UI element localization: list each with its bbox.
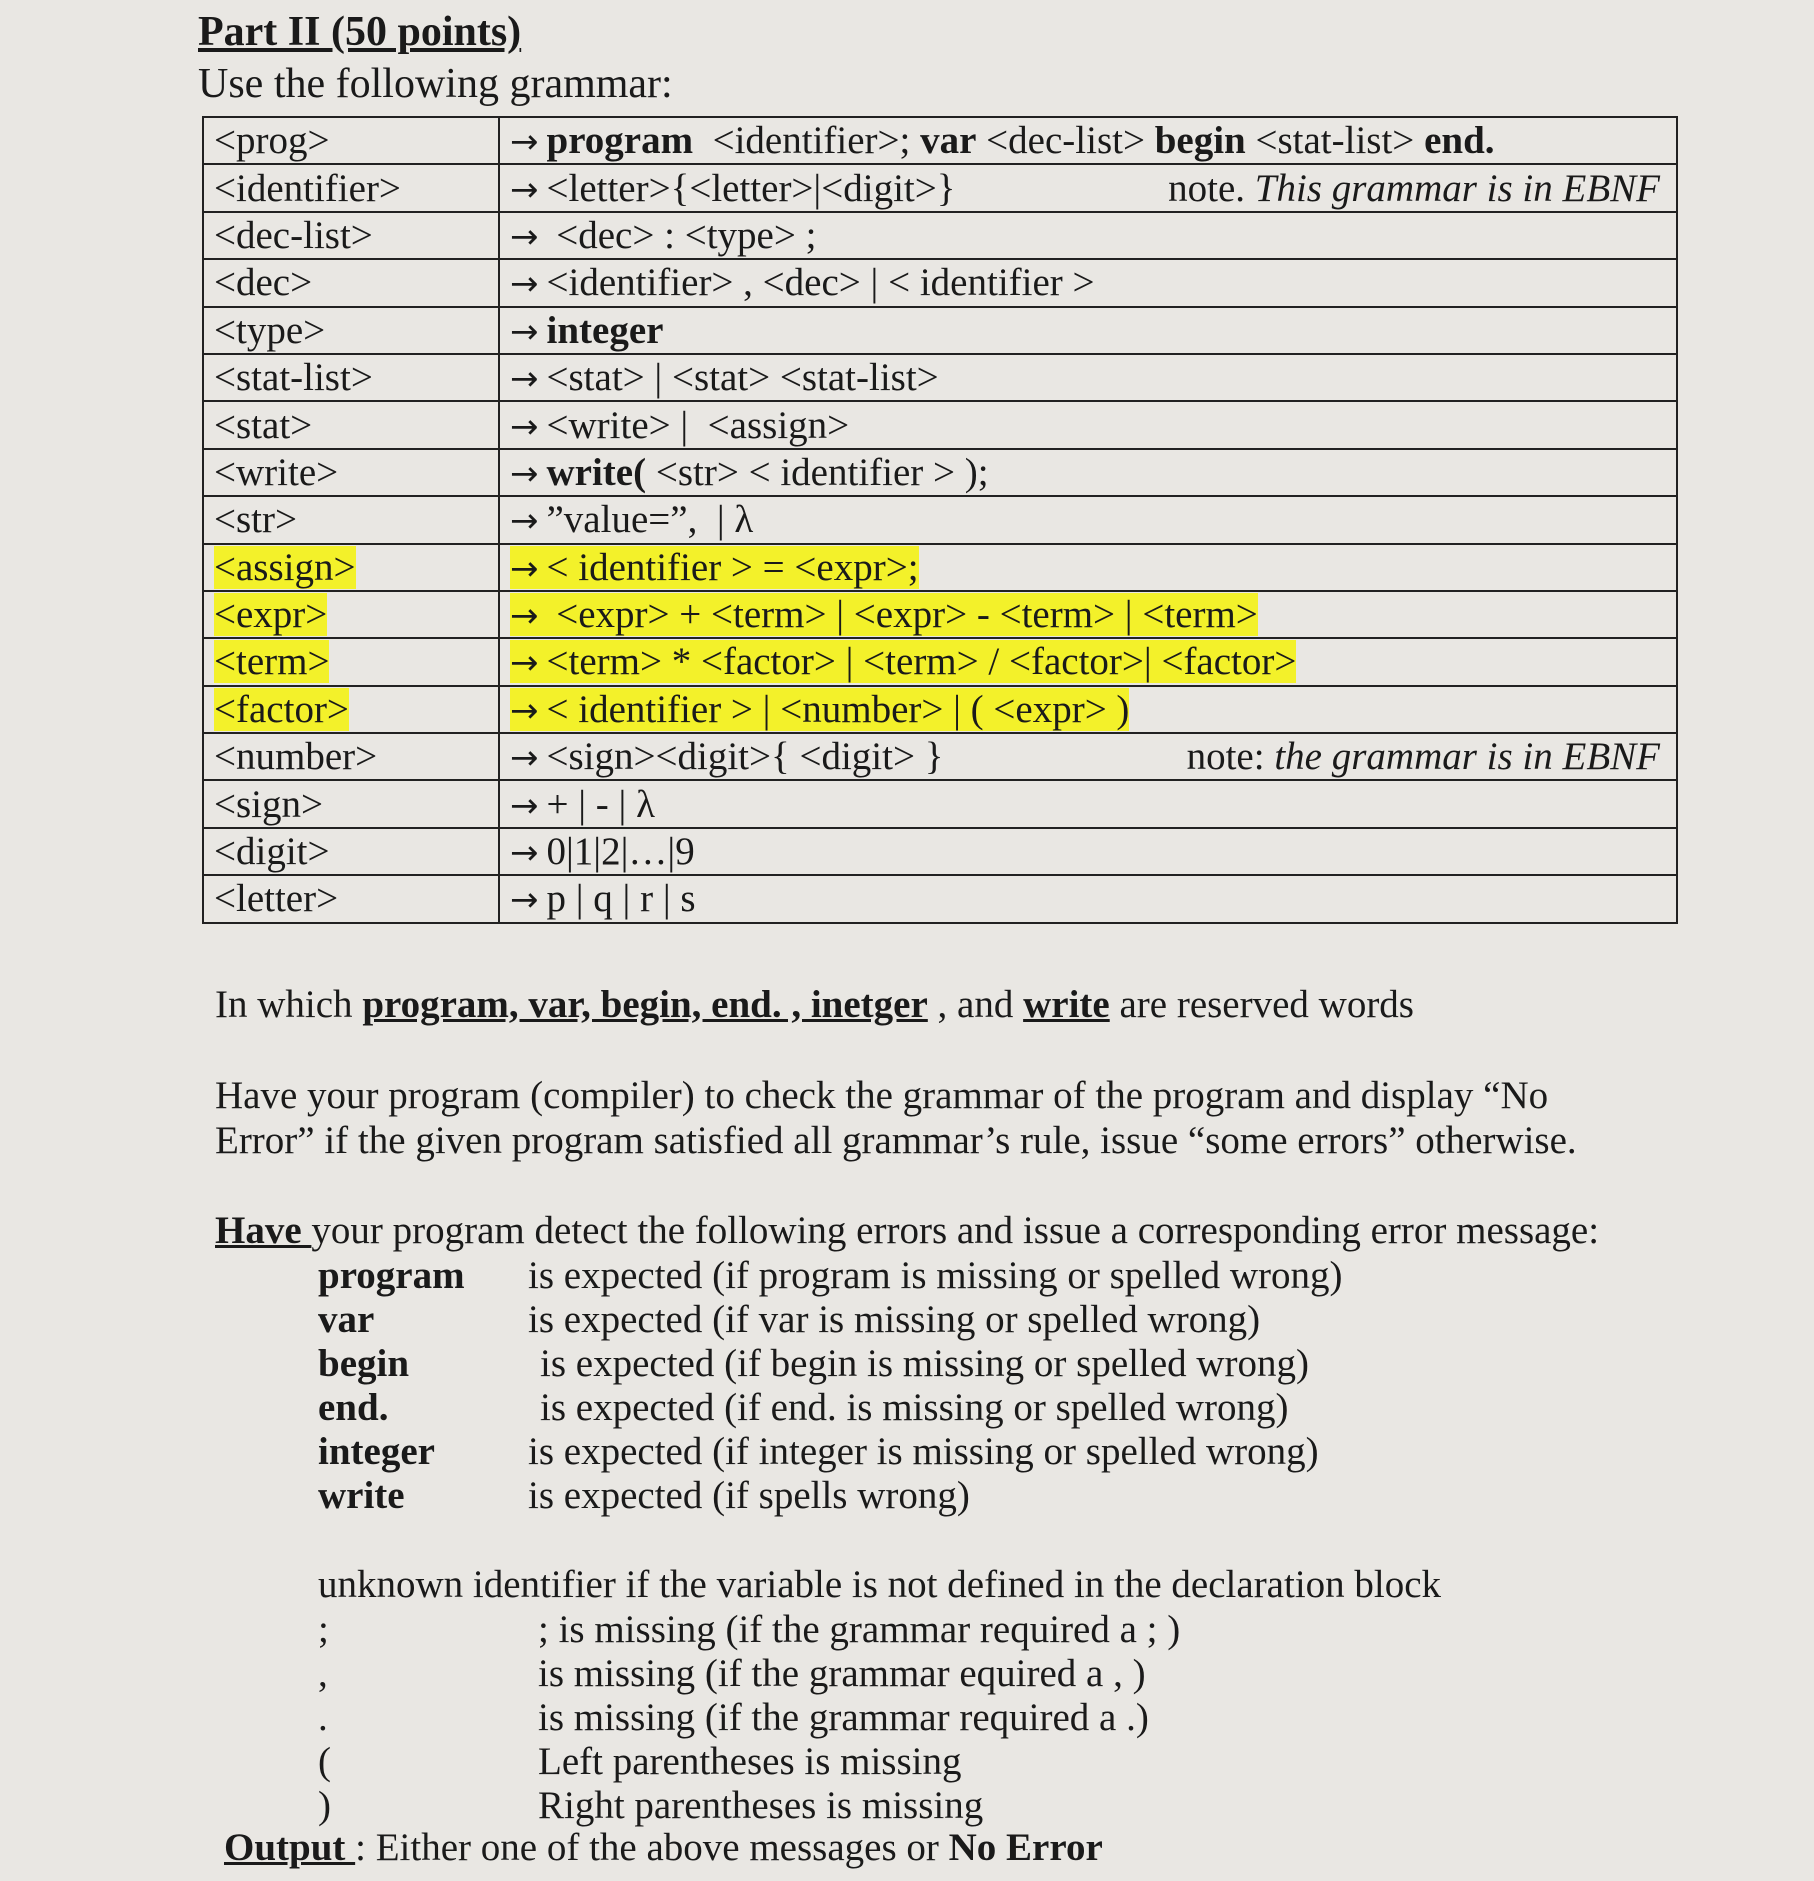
grammar-rhs-wrap: [510, 546, 919, 589]
reserved-suffix: are reserved words: [1109, 983, 1414, 1026]
grammar-row: [203, 164, 1677, 211]
symbol-char: (: [318, 1740, 331, 1783]
grammar-lhs-cell: [203, 875, 499, 922]
grammar-lhs-cell: [203, 449, 499, 496]
grammar-rhs-cell: [499, 544, 1677, 591]
grammar-lhs: <factor>: [214, 687, 349, 731]
grammar-lhs-cell: [203, 307, 499, 354]
grammar-rhs: <expr> + <term> | <expr> - <term> | <term>: [546, 593, 1258, 637]
symbol-message: Left parentheses is missing: [538, 1740, 962, 1783]
error-keyword: end.: [318, 1386, 389, 1429]
grammar-rhs: <term> * <factor> | <term> / <factor>| <factor>: [546, 640, 1297, 684]
grammar-rhs: ”value=”, | λ: [546, 498, 754, 542]
grammar-row: [203, 117, 1677, 164]
grammar-rhs: + | - | λ: [546, 782, 656, 826]
grammar-lhs: <digit>: [214, 830, 330, 874]
grammar-lhs-cell: [203, 354, 499, 401]
arrow-icon: →: [510, 548, 539, 589]
grammar-rhs-wrap: [510, 498, 753, 541]
grammar-rhs: p | q | r | s: [546, 877, 696, 921]
grammar-lhs: <assign>: [214, 545, 356, 589]
symbol-char: .: [318, 1696, 328, 1739]
grammar-rhs: <identifier> , <dec> | < identifier >: [546, 261, 1095, 305]
error-message: is expected (if begin is missing or spelled wrong): [540, 1342, 1310, 1385]
have-rest: your program detect the following errors and issue a corresponding error message:: [311, 1209, 1600, 1252]
grammar-lhs: <prog>: [214, 119, 330, 163]
output-label: Output: [224, 1826, 356, 1869]
grammar-note-italic: the grammar is in EBNF: [1274, 735, 1660, 779]
grammar-lhs-cell: [203, 496, 499, 543]
grammar-lhs-cell: [203, 686, 499, 733]
error-message: is expected (if var is missing or spelled wrong): [528, 1298, 1261, 1341]
grammar-rhs: < identifier > | <number> | ( <expr> ): [546, 687, 1130, 731]
grammar-lhs: <identifier>: [214, 166, 401, 210]
grammar-row: [203, 401, 1677, 448]
grammar-rhs-cell: [499, 164, 1677, 211]
grammar-rhs-wrap: [510, 735, 943, 778]
grammar-lhs: <type>: [214, 308, 326, 352]
grammar-rhs: 0|1|2|…|9: [546, 830, 695, 874]
grammar-table: [202, 116, 1678, 924]
intro-text: Use the following grammar:: [198, 61, 673, 107]
grammar-row: [203, 591, 1677, 638]
grammar-rhs: integer: [546, 308, 664, 352]
symbol-char: ;: [318, 1608, 329, 1651]
error-message: is expected (if program is missing or spelled wrong): [528, 1254, 1343, 1297]
arrow-icon: →: [510, 359, 539, 400]
grammar-lhs-cell: [203, 259, 499, 306]
arrow-icon: →: [510, 738, 539, 779]
grammar-rhs: < identifier > = <expr>;: [546, 545, 919, 589]
symbol-char: ,: [318, 1652, 328, 1695]
reserved-words-line: [215, 982, 1414, 1027]
grammar-lhs: <number>: [214, 735, 378, 779]
paragraph-text: Have your program (compiler) to check the grammar of the program and display “No Error” if the given program satisfied all grammar’s rule, issue “some errors” otherwise.: [215, 1074, 1577, 1163]
grammar-rhs-cell: [499, 875, 1677, 922]
error-keyword: var: [318, 1298, 375, 1341]
grammar-row: [203, 828, 1677, 875]
instructions-paragraph: [215, 1073, 1645, 1163]
grammar-rhs-cell: [499, 401, 1677, 448]
have-lead: Have: [215, 1209, 312, 1252]
grammar-rhs-wrap: [510, 167, 955, 210]
grammar-rhs: <letter>{<letter>|<digit>}: [546, 166, 956, 210]
grammar-lhs: <term>: [214, 640, 330, 684]
grammar-rhs-cell: [499, 733, 1677, 780]
grammar-row: [203, 544, 1677, 591]
grammar-row: [203, 354, 1677, 401]
grammar-row: [203, 875, 1677, 922]
grammar-rhs: <sign><digit>{ <digit> }: [546, 735, 944, 779]
grammar-row: [203, 307, 1677, 354]
error-keyword: begin: [318, 1342, 410, 1385]
grammar-lhs: <dec-list>: [214, 213, 373, 257]
arrow-icon: →: [510, 880, 539, 921]
error-message: is expected (if spells wrong): [528, 1474, 970, 1517]
grammar-note-prefix: note.: [1168, 166, 1255, 210]
reserved-mid: , and: [927, 983, 1024, 1026]
grammar-rhs-wrap: [510, 356, 939, 399]
reserved-prefix: In which: [215, 983, 363, 1026]
output-text: : Either one of the above messages or: [355, 1826, 949, 1869]
grammar-lhs-cell: [203, 401, 499, 448]
grammar-row: [203, 686, 1677, 733]
grammar-lhs-cell: [203, 828, 499, 875]
grammar-lhs-cell: [203, 638, 499, 685]
grammar-rhs-wrap: [510, 451, 989, 494]
grammar-rhs-cell: [499, 259, 1677, 306]
error-message: is expected (if end. is missing or spelled wrong): [540, 1386, 1289, 1429]
grammar-rhs-cell: [499, 117, 1677, 164]
grammar-rhs-cell: [499, 307, 1677, 354]
output-bold: No Error: [948, 1826, 1103, 1869]
grammar-rhs-cell: [499, 591, 1677, 638]
grammar-rhs-cell: [499, 638, 1677, 685]
symbol-char: ): [318, 1784, 331, 1827]
grammar-lhs: <letter>: [214, 877, 339, 921]
grammar-lhs-cell: [203, 117, 499, 164]
error-keyword: write: [318, 1474, 405, 1517]
grammar-row: [203, 259, 1677, 306]
grammar-rhs-cell: [499, 828, 1677, 875]
grammar-lhs-cell: [203, 544, 499, 591]
reserved-words: program, var, begin, end. , inetger: [362, 983, 928, 1026]
grammar-lhs-cell: [203, 733, 499, 780]
grammar-note: [1168, 166, 1660, 210]
grammar-lhs-cell: [203, 591, 499, 638]
grammar-rhs-wrap: [510, 214, 816, 257]
grammar-lhs-cell: [203, 212, 499, 259]
output-line: [224, 1825, 1103, 1870]
arrow-icon: →: [510, 311, 539, 352]
grammar-lhs: <sign>: [214, 782, 324, 826]
grammar-rhs: program <identifier>; var <dec-list> begin <stat-list> end.: [546, 119, 1495, 163]
grammar-lhs-cell: [203, 780, 499, 827]
grammar-lhs: <str>: [214, 498, 297, 542]
error-message: is expected (if integer is missing or spelled wrong): [528, 1430, 1319, 1473]
grammar-row: [203, 212, 1677, 259]
grammar-rhs-wrap: [510, 688, 1129, 731]
grammar-rhs: <write> | <assign>: [546, 403, 850, 447]
symbol-message: Right parentheses is missing: [538, 1784, 984, 1827]
arrow-icon: →: [510, 785, 539, 826]
grammar-rhs-cell: [499, 449, 1677, 496]
have-line: [215, 1208, 1599, 1253]
grammar-lhs: <stat>: [214, 403, 313, 447]
grammar-row: [203, 449, 1677, 496]
grammar-rhs-cell: [499, 354, 1677, 401]
arrow-icon: →: [510, 501, 539, 542]
arrow-icon: →: [510, 122, 539, 163]
part-title: Part II (50 points): [198, 9, 522, 55]
arrow-icon: →: [510, 833, 539, 874]
grammar-rhs-wrap: [510, 404, 849, 447]
error-keyword: integer: [318, 1430, 435, 1473]
grammar-rhs: <stat> | <stat> <stat-list>: [546, 356, 939, 400]
arrow-icon: →: [510, 264, 539, 305]
error-keyword: program: [318, 1254, 465, 1297]
unknown-identifier-line: unknown identifier if the variable is not defined in the declaration block: [318, 1563, 1442, 1606]
grammar-note-italic: This grammar is in EBNF: [1254, 166, 1660, 210]
symbol-message: ; is missing (if the grammar required a ; ): [538, 1608, 1181, 1651]
grammar-rhs: <dec> : <type> ;: [546, 213, 817, 257]
grammar-lhs-cell: [203, 164, 499, 211]
grammar-rhs-cell: [499, 496, 1677, 543]
grammar-note-prefix: note:: [1186, 735, 1275, 779]
grammar-row: [203, 496, 1677, 543]
arrow-icon: →: [510, 169, 539, 210]
grammar-rhs-cell: [499, 212, 1677, 259]
grammar-rhs-wrap: [510, 593, 1258, 636]
grammar-rhs-wrap: [510, 261, 1095, 304]
arrow-icon: →: [510, 453, 539, 494]
grammar-rhs-wrap: [510, 119, 1495, 162]
arrow-icon: →: [510, 690, 539, 731]
grammar-rhs-wrap: [510, 640, 1296, 683]
grammar-note: [1186, 735, 1660, 779]
grammar-lhs: <stat-list>: [214, 356, 373, 400]
symbol-message: is missing (if the grammar equired a , ): [538, 1652, 1146, 1695]
grammar-rhs-wrap: [510, 877, 696, 920]
grammar-lhs: <write>: [214, 450, 339, 494]
grammar-rhs-wrap: [510, 309, 663, 352]
grammar-rhs-wrap: [510, 830, 695, 873]
arrow-icon: →: [510, 643, 539, 684]
grammar-rhs-wrap: [510, 783, 655, 826]
grammar-rhs-cell: [499, 686, 1677, 733]
grammar-row: [203, 733, 1677, 780]
arrow-icon: →: [510, 596, 539, 637]
grammar-lhs: <dec>: [214, 261, 313, 305]
arrow-icon: →: [510, 406, 539, 447]
reserved-write: write: [1023, 983, 1110, 1026]
grammar-rhs: write( <str> < identifier > );: [546, 450, 989, 494]
arrow-icon: →: [510, 216, 539, 257]
grammar-row: [203, 638, 1677, 685]
grammar-lhs: <expr>: [214, 593, 328, 637]
grammar-rhs-cell: [499, 780, 1677, 827]
grammar-row: [203, 780, 1677, 827]
symbol-message: is missing (if the grammar required a .): [538, 1696, 1149, 1739]
